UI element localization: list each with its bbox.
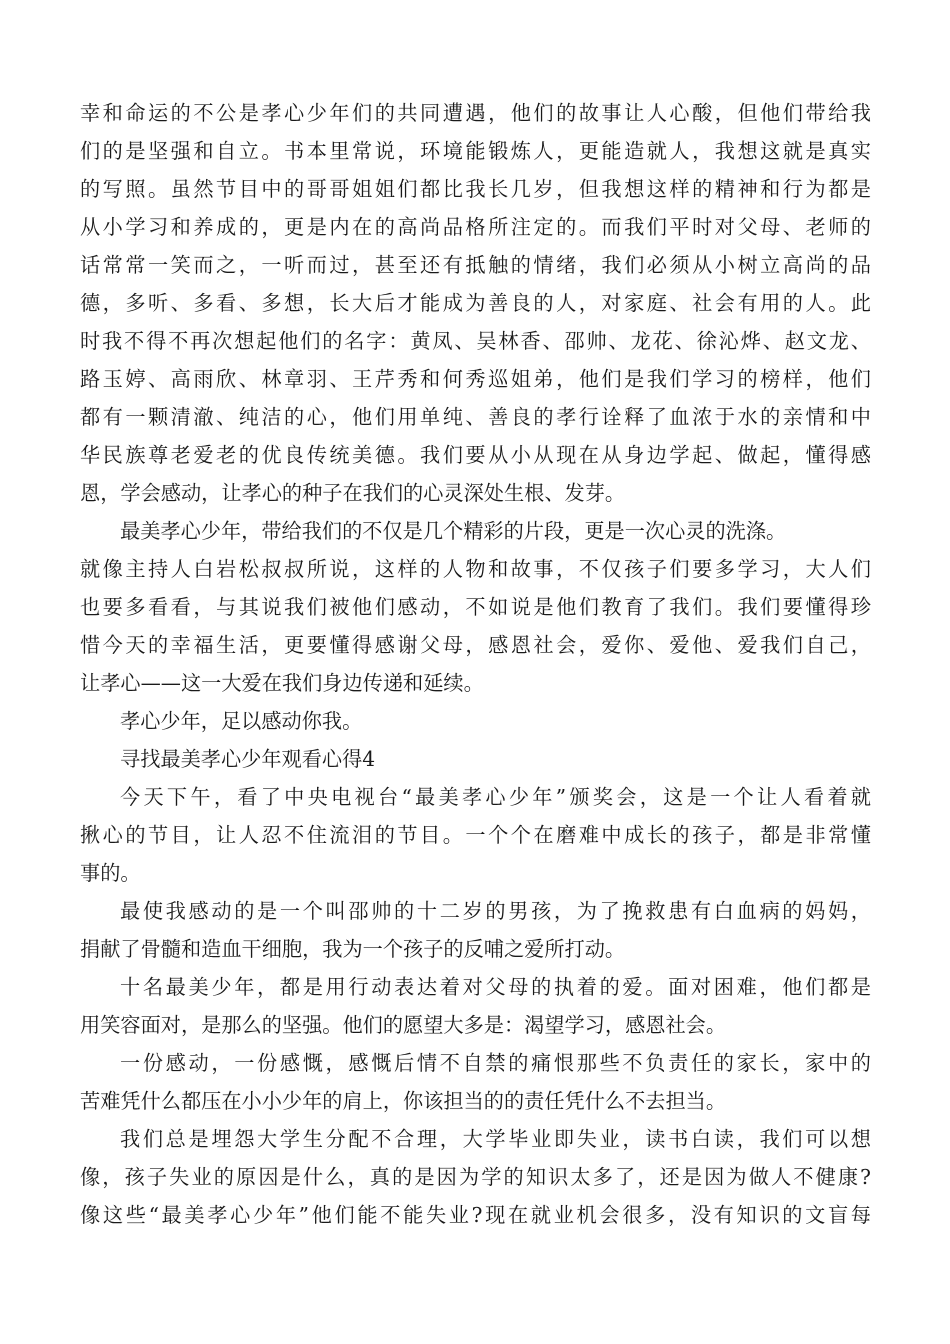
text-line: 苦难凭什么都压在小小少年的肩上，你该担当的的责任凭什么不去担当。 xyxy=(80,1089,727,1113)
text-line: 就像主持人白岩松叔叔所说，这样的人物和故事，不仅孩子们要多学习，大人们 xyxy=(80,557,871,581)
paragraph-first-line: 今天下午，看了中央电视台“最美孝心少年”颁奖会，这是一个让人看着就 xyxy=(120,785,871,809)
text-line: 惜今天的幸福生活，更要懂得感谢父母，感恩社会，爱你、爱他、爱我们自己， xyxy=(80,633,871,657)
text-line: 华民族尊老爱老的优良传统美德。我们要从小从现在从身边学起、做起，懂得感 xyxy=(80,443,871,467)
text-line: 捐献了骨髓和造血干细胞，我为一个孩子的反哺之爱所打动。 xyxy=(80,937,626,961)
text-line: 事的。 xyxy=(80,861,141,885)
text-line: 的写照。虽然节目中的哥哥姐姐们都比我长几岁，但我想这样的精神和行为都是 xyxy=(80,177,871,201)
text-line: 像，孩子失业的原因是什么，真的是因为学的知识太多了，还是因为做人不健康? xyxy=(80,1165,871,1189)
text-line: 揪心的节目，让人忍不住流泪的节目。一个个在磨难中成长的孩子，都是非常懂 xyxy=(80,823,871,847)
text-line: 恩，学会感动，让孝心的种子在我们的心灵深处生根、发芽。 xyxy=(80,481,626,505)
text-line: 用笑容面对，是那么的坚强。他们的愿望大多是：渴望学习，感恩社会。 xyxy=(80,1013,727,1037)
paragraph-first-line: 一份感动，一份感慨，感慨后情不自禁的痛恨那些不负责任的家长，家中的 xyxy=(120,1051,871,1075)
paragraph-first-line: 十名最美少年，都是用行动表达着对父母的执着的爱。面对困难，他们都是 xyxy=(120,975,871,999)
text-line: 也要多看看，与其说我们被他们感动，不如说是他们教育了我们。我们要懂得珍 xyxy=(80,595,871,619)
paragraph-first-line: 孝心少年，足以感动你我。 xyxy=(120,709,363,733)
text-line: 从小学习和养成的，更是内在的高尚品格所注定的。而我们平时对父母、老师的 xyxy=(80,215,871,239)
text-line: 时我不得不再次想起他们的名字：黄凤、吴林香、邵帅、龙花、徐沁烨、赵文龙、 xyxy=(80,329,871,353)
text-line: 让孝心——这一大爱在我们身边传递和延续。 xyxy=(80,671,484,695)
text-line: 像这些“最美孝心少年”他们能不能失业?现在就业机会很多，没有知识的文盲每 xyxy=(80,1203,871,1227)
paragraph-first-line: 我们总是埋怨大学生分配不合理，大学毕业即失业，读书白读，我们可以想 xyxy=(120,1127,871,1151)
text-line: 们的是坚强和自立。书本里常说，环境能锻炼人，更能造就人，我想这就是真实 xyxy=(80,139,871,163)
section-heading: 寻找最美孝心少年观看心得4 xyxy=(120,747,376,771)
paragraph-first-line: 最使我感动的是一个叫邵帅的十二岁的男孩，为了挽救患有白血病的妈妈， xyxy=(120,899,871,923)
text-line: 都有一颗清澈、纯洁的心，他们用单纯、善良的孝行诠释了血浓于水的亲情和中 xyxy=(80,405,871,429)
paragraph-first-line: 最美孝心少年，带给我们的不仅是几个精彩的片段，更是一次心灵的洗涤。 xyxy=(120,519,787,543)
text-line: 话常常一笑而之，一听而过，甚至还有抵触的情绪，我们必须从小树立高尚的品 xyxy=(80,253,871,277)
text-line: 德，多听、多看、多想，长大后才能成为善良的人，对家庭、社会有用的人。此 xyxy=(80,291,871,315)
text-line: 幸和命运的不公是孝心少年们的共同遭遇，他们的故事让人心酸，但他们带给我 xyxy=(80,101,871,125)
text-line: 路玉婷、高雨欣、林章羽、王芹秀和何秀巡姐弟，他们是我们学习的榜样，他们 xyxy=(80,367,871,391)
